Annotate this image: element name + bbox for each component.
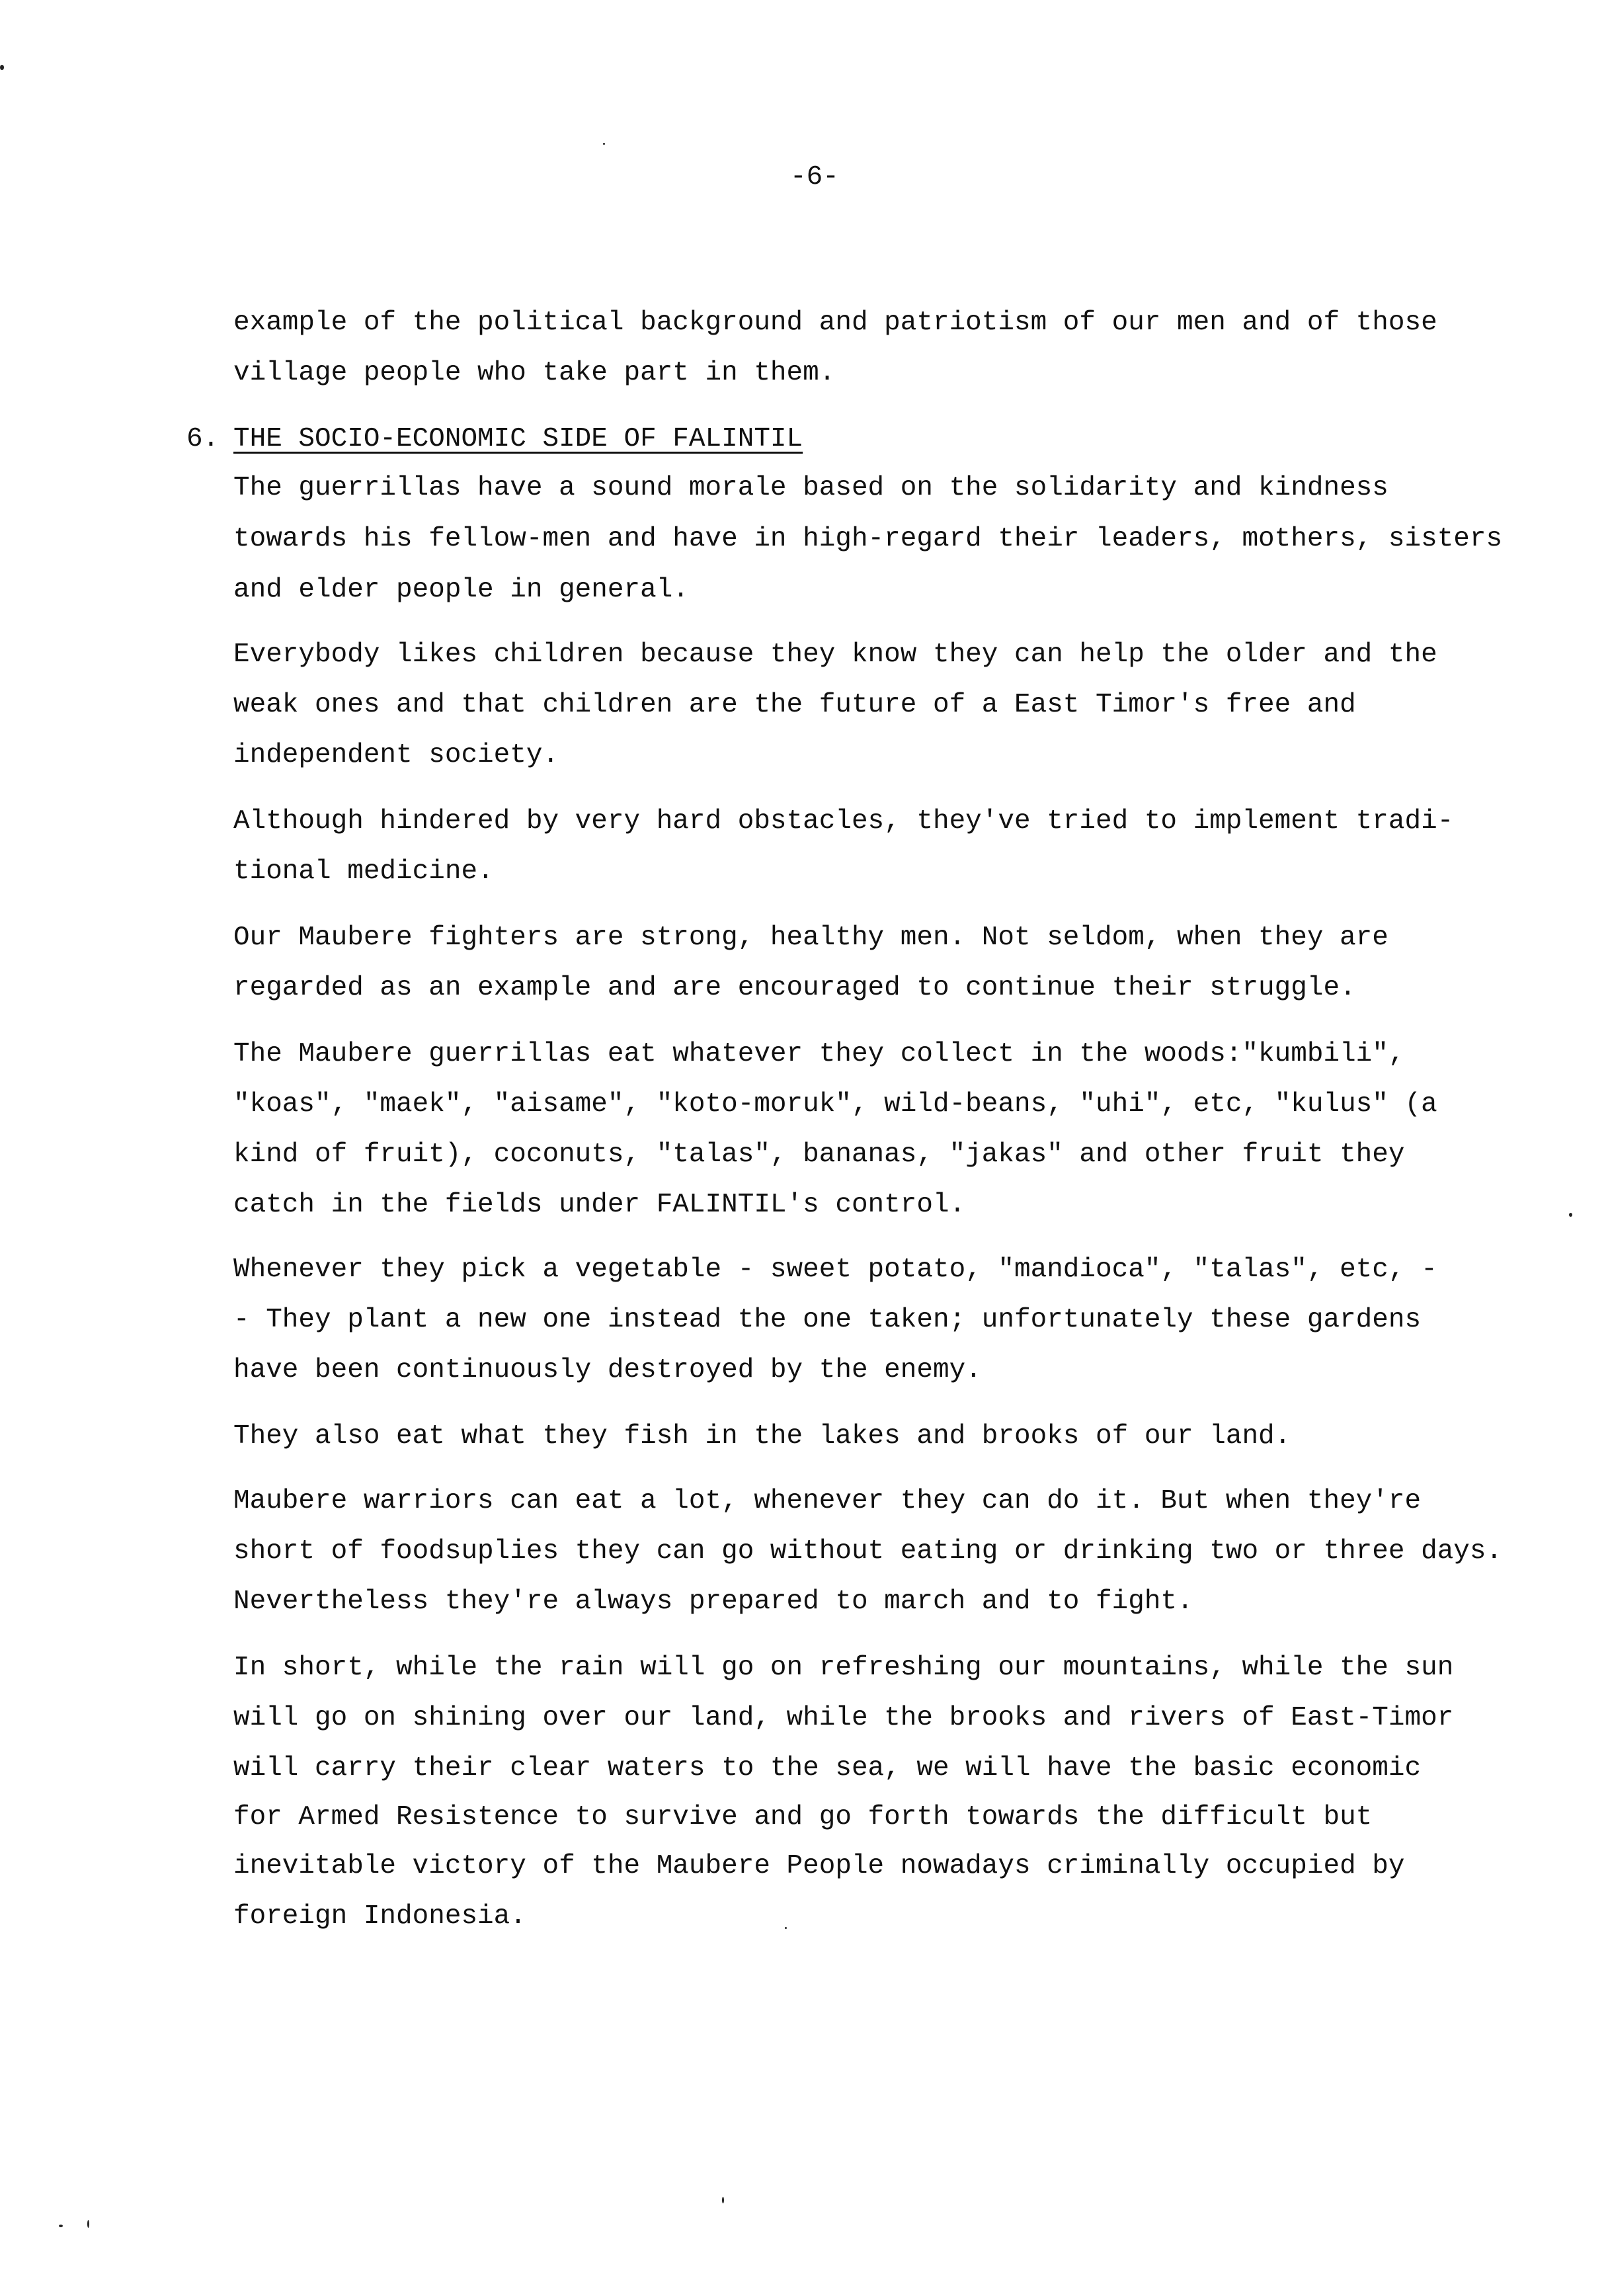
page-number: -6- (790, 162, 839, 192)
body-line: Nevertheless they're always prepared to march and to fight. (233, 1586, 1193, 1617)
body-line: tional medicine. (233, 856, 494, 887)
body-line: The guerrillas have a sound morale based on the solidarity and kindness (233, 473, 1388, 503)
body-line: for Armed Resistence to survive and go forth towards the difficult but (233, 1802, 1373, 1832)
body-line: weak ones and that children are the future of a East Timor's free and (233, 690, 1356, 720)
scan-speck (1569, 1213, 1572, 1217)
scan-speck (59, 2225, 63, 2227)
body-line: The Maubere guerrillas eat whatever they collect in the woods:"kumbili", (233, 1039, 1405, 1069)
body-line: short of foodsuplies they can go without eating or drinking two or three days. (233, 1536, 1503, 1567)
body-line: Maubere warriors can eat a lot, whenever they can do it. But when they're (233, 1486, 1422, 1516)
body-line: kind of fruit), coconuts, "talas", bananas, "jakas" and other fruit they (233, 1139, 1405, 1170)
body-line: have been continuously destroyed by the enemy. (233, 1355, 982, 1385)
body-line: example of the political background and patriotism of our men and of those (233, 308, 1437, 338)
body-line: In short, while the rain will go on refreshing our mountains, while the sun (233, 1653, 1454, 1683)
body-line: Everybody likes children because they know they can help the older and the (233, 639, 1437, 670)
scan-speck (603, 143, 605, 145)
body-line: Although hindered by very hard obstacles, they've tried to implement tradi- (233, 806, 1454, 837)
body-line: will go on shining over our land, while the brooks and rivers of East-Timor (233, 1703, 1454, 1733)
body-line: towards his fellow-men and have in high-regard their leaders, mothers, sisters (233, 524, 1503, 554)
body-line: and elder people in general. (233, 575, 689, 605)
section-number: 6. (186, 424, 220, 454)
body-line: regarded as an example and are encouraged to continue their struggle. (233, 973, 1356, 1003)
body-line: They also eat what they fish in the lakes and brooks of our land. (233, 1421, 1291, 1452)
body-line: inevitable victory of the Maubere People nowadays criminally occupied by (233, 1851, 1405, 1881)
body-line: will carry their clear waters to the sea, we will have the basic economic (233, 1753, 1422, 1784)
scan-speck (722, 2197, 724, 2203)
scan-speck (87, 2220, 89, 2228)
body-line: catch in the fields under FALINTIL's control. (233, 1190, 966, 1220)
body-line: "koas", "maek", "aisame", "koto-moruk", wild-beans, "uhi", etc, "kulus" (a (233, 1089, 1437, 1120)
body-line: village people who take part in them. (233, 358, 836, 388)
body-line: foreign Indonesia. (233, 1901, 526, 1932)
body-line: - They plant a new one instead the one taken; unfortunately these gardens (233, 1305, 1422, 1335)
section-title: THE SOCIO-ECONOMIC SIDE OF FALINTIL (233, 424, 803, 454)
scan-speck (785, 1927, 787, 1929)
scan-speck (0, 65, 4, 70)
body-line: Whenever they pick a vegetable - sweet potato, "mandioca", "talas", etc, - (233, 1254, 1437, 1285)
body-line: Our Maubere fighters are strong, healthy men. Not seldom, when they are (233, 922, 1388, 953)
body-line: independent society. (233, 740, 559, 770)
